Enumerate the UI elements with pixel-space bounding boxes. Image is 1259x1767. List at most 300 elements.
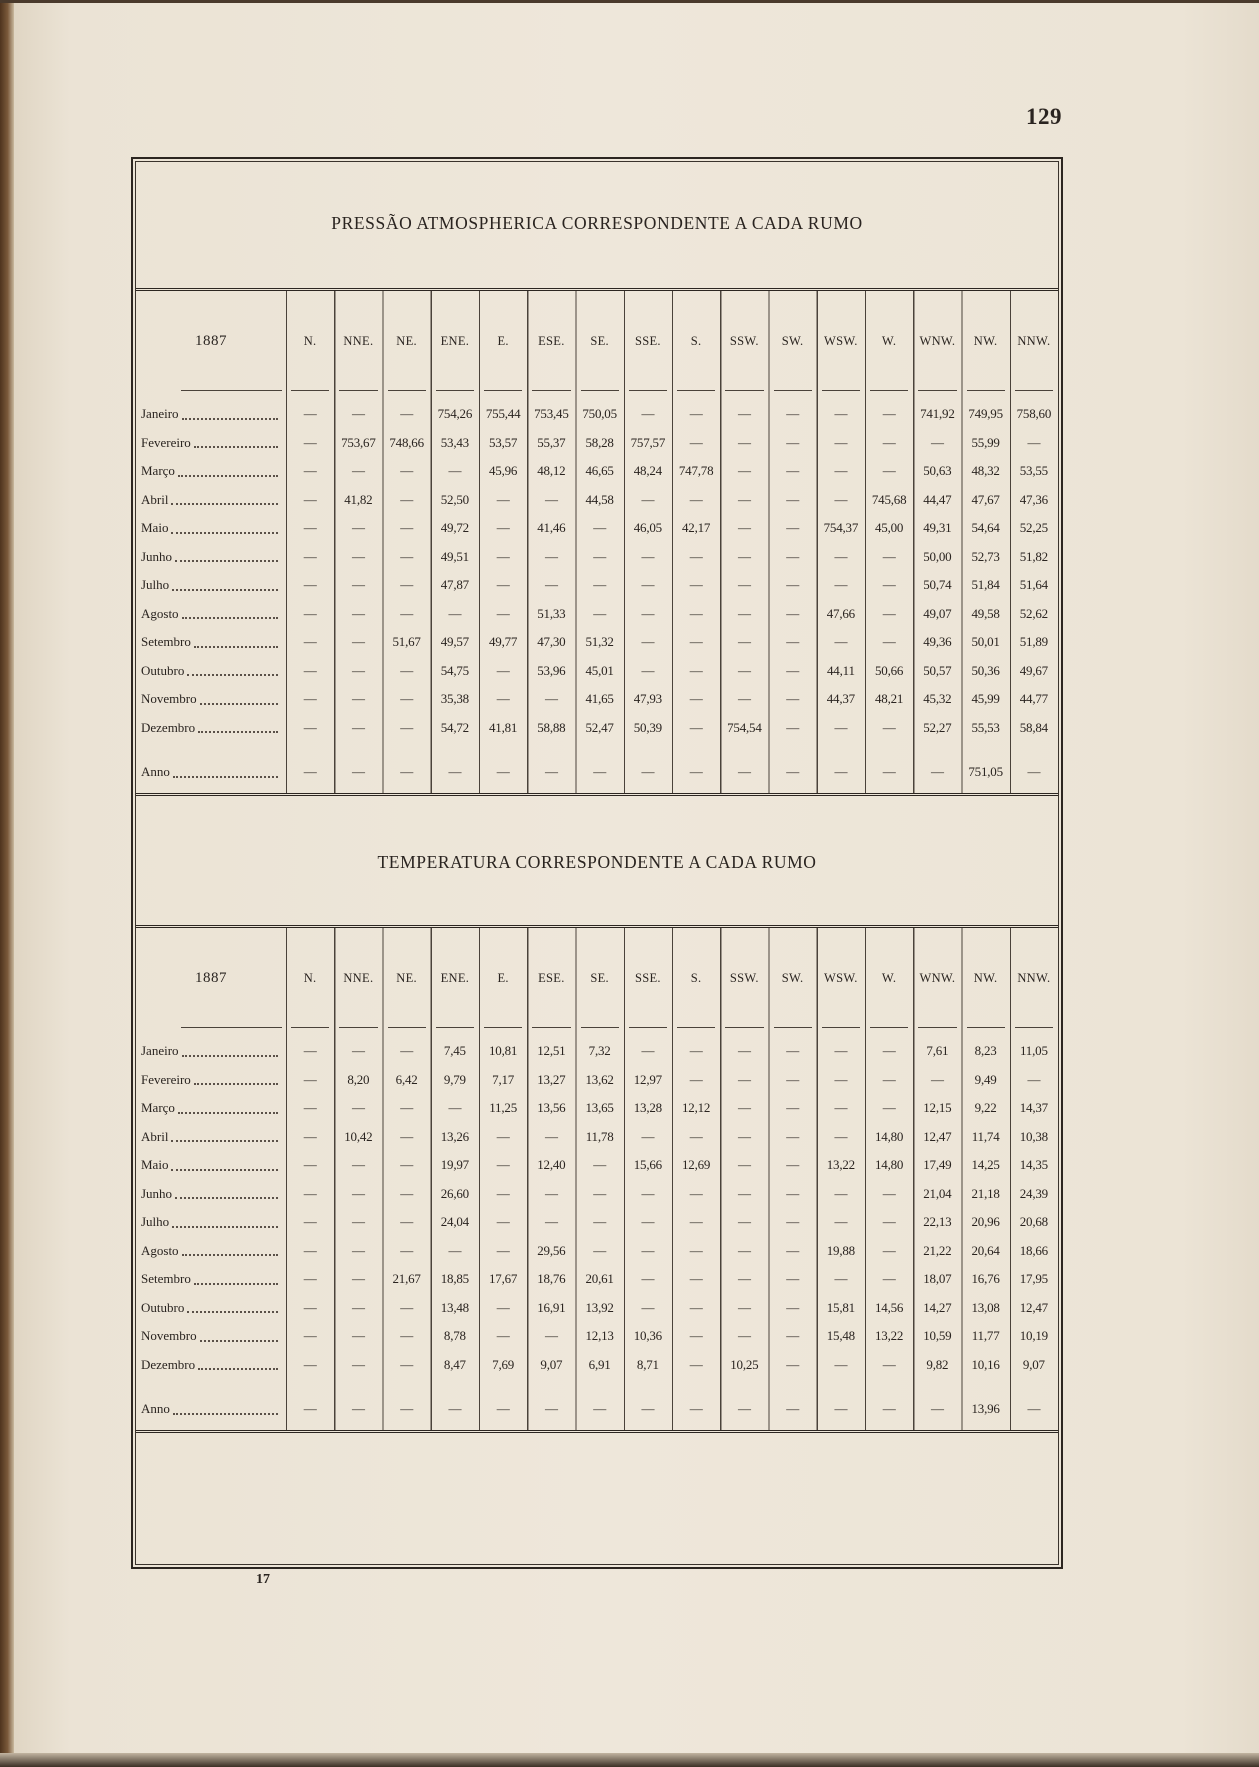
value-cell: — <box>786 1214 800 1230</box>
value-cell: 41,81 <box>488 719 518 735</box>
value-cell: — <box>400 691 414 707</box>
value-cell: — <box>834 406 848 422</box>
column-header-ene: ENE. <box>431 928 479 1028</box>
dot-leader <box>173 1413 278 1415</box>
header-row <box>136 928 1058 1028</box>
month-label: Janeiro <box>141 406 179 422</box>
value-cell: 48,24 <box>633 463 662 479</box>
dot-leader <box>182 1055 278 1057</box>
value-cell: — <box>351 1242 365 1258</box>
value-cell: 47,36 <box>1019 491 1048 507</box>
value-cell: 7,45 <box>443 1043 466 1059</box>
value-cell: — <box>737 1128 751 1144</box>
year-header: 1887 <box>136 291 286 391</box>
column-header-se: SE. <box>576 928 624 1028</box>
value-cell: — <box>786 1071 800 1087</box>
value-cell: — <box>786 1128 800 1144</box>
month-label: Dezembro <box>141 1356 196 1372</box>
value-cell: 12,15 <box>923 1100 952 1116</box>
value-cell: — <box>834 548 848 564</box>
value-cell: 8,71 <box>636 1356 659 1372</box>
dot-leader <box>182 1254 278 1256</box>
value-cell: — <box>834 463 848 479</box>
month-label: Julho <box>141 1214 170 1230</box>
column-header-n: N. <box>286 928 334 1028</box>
column-header-ese: ESE. <box>527 928 575 1028</box>
value-cell: 16,91 <box>537 1299 566 1315</box>
value-cell: — <box>496 1299 510 1315</box>
table-row <box>136 1322 1058 1351</box>
value-cell: — <box>303 1071 317 1087</box>
value-cell: 6,91 <box>588 1356 611 1372</box>
value-cell: 20,68 <box>1019 1214 1048 1230</box>
value-cell: 9,22 <box>974 1100 997 1116</box>
value-cell: — <box>496 662 510 678</box>
table-row <box>136 657 1058 686</box>
value-cell: — <box>737 577 751 593</box>
pressure-table <box>136 288 1058 796</box>
value-cell: — <box>400 1356 414 1372</box>
table-spacer <box>136 391 1058 400</box>
value-cell: 41,65 <box>585 691 614 707</box>
value-cell: — <box>641 1401 655 1417</box>
table-row <box>136 400 1058 429</box>
value-cell: 53,55 <box>1019 463 1048 479</box>
value-cell: — <box>737 491 751 507</box>
table-row <box>136 600 1058 629</box>
value-cell: 54,75 <box>440 662 469 678</box>
value-cell: — <box>496 520 510 536</box>
value-cell: — <box>1027 1401 1041 1417</box>
value-cell: — <box>303 577 317 593</box>
column-header-ssw: SSW. <box>720 291 768 391</box>
value-cell: 17,67 <box>488 1271 518 1287</box>
table-row <box>136 1066 1058 1095</box>
column-header-nw: NW. <box>962 291 1010 391</box>
month-label: Novembro <box>141 691 197 707</box>
table-row <box>136 1037 1058 1066</box>
value-cell: 12,51 <box>537 1043 566 1059</box>
value-cell: — <box>496 577 510 593</box>
value-cell: — <box>689 406 703 422</box>
month-label: Fevereiro <box>141 1071 191 1087</box>
value-cell: — <box>303 1299 317 1315</box>
value-cell: 48,32 <box>971 463 1000 479</box>
value-cell: — <box>496 1328 510 1344</box>
table-spacer <box>136 787 1058 794</box>
value-cell: 29,56 <box>537 1242 566 1258</box>
value-cell: 42,17 <box>681 520 711 536</box>
value-cell: 10,19 <box>1019 1328 1048 1344</box>
value-cell: 18,85 <box>440 1271 469 1287</box>
value-cell: — <box>544 1328 558 1344</box>
column-header-wnw: WNW. <box>913 291 961 391</box>
value-cell: 13,26 <box>440 1128 469 1144</box>
value-cell: 49,51 <box>440 548 469 564</box>
column-header-ssw: SSW. <box>720 928 768 1028</box>
value-cell: — <box>737 1401 751 1417</box>
value-cell: — <box>786 463 800 479</box>
value-cell: 51,64 <box>1019 577 1048 593</box>
value-cell: — <box>834 719 848 735</box>
value-cell: 753,67 <box>341 434 376 450</box>
value-cell: 53,96 <box>537 662 566 678</box>
value-cell: — <box>834 491 848 507</box>
value-cell: — <box>641 662 655 678</box>
value-cell: — <box>400 491 414 507</box>
month-cell <box>136 1043 286 1059</box>
value-cell: — <box>303 548 317 564</box>
month-label: Maio <box>141 1157 169 1173</box>
month-cell <box>136 1328 286 1344</box>
value-cell: — <box>689 548 703 564</box>
value-cell: — <box>351 1328 365 1344</box>
value-cell: 11,74 <box>971 1128 1000 1144</box>
dot-leader <box>175 560 278 562</box>
value-cell: — <box>448 463 462 479</box>
value-cell: 24,39 <box>1019 1185 1048 1201</box>
value-cell: — <box>786 634 800 650</box>
value-cell: — <box>786 520 800 536</box>
value-cell: 49,07 <box>923 605 952 621</box>
value-cell: 13,48 <box>440 1299 469 1315</box>
value-cell: — <box>641 1185 655 1201</box>
value-cell: — <box>737 1185 751 1201</box>
value-cell: 52,73 <box>971 548 1000 564</box>
month-label: Abril <box>141 1128 169 1144</box>
value-cell: 11,77 <box>971 1328 1000 1344</box>
value-cell: — <box>786 577 800 593</box>
value-cell: 20,96 <box>971 1214 1000 1230</box>
value-cell: — <box>303 605 317 621</box>
value-cell: — <box>400 1401 414 1417</box>
value-cell: — <box>641 577 655 593</box>
value-cell: 7,32 <box>588 1043 611 1059</box>
table-row <box>136 1208 1058 1237</box>
value-cell: — <box>882 634 896 650</box>
value-cell: — <box>496 548 510 564</box>
value-cell: — <box>1027 434 1041 450</box>
month-label: Agosto <box>141 605 179 621</box>
value-cell: — <box>351 1043 365 1059</box>
value-cell: 16,76 <box>971 1271 1000 1287</box>
value-cell: 14,37 <box>1019 1100 1048 1116</box>
value-cell: — <box>786 1100 800 1116</box>
signature-mark: 17 <box>256 1572 270 1587</box>
value-cell: — <box>448 1401 462 1417</box>
dot-leader <box>175 1197 278 1199</box>
value-cell: 754,26 <box>437 406 473 422</box>
value-cell: — <box>351 1271 365 1287</box>
month-cell <box>136 1186 286 1202</box>
value-cell: 6,42 <box>395 1071 418 1087</box>
value-cell: 26,60 <box>440 1185 469 1201</box>
value-cell: 44,47 <box>923 491 952 507</box>
value-cell: — <box>544 1185 558 1201</box>
value-cell: — <box>544 764 558 780</box>
value-cell: — <box>303 662 317 678</box>
value-cell: 45,00 <box>874 520 904 536</box>
value-cell: — <box>786 1242 800 1258</box>
value-cell: 49,31 <box>923 520 952 536</box>
month-cell <box>136 606 286 622</box>
value-cell: — <box>834 1185 848 1201</box>
value-cell: — <box>351 605 365 621</box>
value-cell: — <box>882 764 896 780</box>
value-cell: — <box>303 1043 317 1059</box>
value-cell: 52,62 <box>1019 605 1048 621</box>
month-label: Abril <box>141 491 169 507</box>
value-cell: 45,99 <box>971 691 1000 707</box>
value-cell: 52,50 <box>440 491 469 507</box>
column-header-ese: ESE. <box>527 291 575 391</box>
value-cell: — <box>737 605 751 621</box>
value-cell: — <box>303 634 317 650</box>
value-cell: 9,07 <box>1022 1356 1045 1372</box>
value-cell: 14,35 <box>1019 1157 1048 1173</box>
value-cell: — <box>303 491 317 507</box>
value-cell: 50,39 <box>633 719 662 735</box>
value-cell: 8,78 <box>443 1328 466 1344</box>
value-cell: 45,32 <box>923 691 952 707</box>
column-header-wsw: WSW. <box>817 928 865 1028</box>
value-cell: — <box>689 1128 703 1144</box>
month-cell <box>136 1357 286 1373</box>
value-cell: — <box>737 463 751 479</box>
value-cell: 13,56 <box>537 1100 566 1116</box>
value-cell: 24,04 <box>440 1214 469 1230</box>
month-cell <box>136 463 286 479</box>
value-cell: 10,16 <box>971 1356 1000 1372</box>
value-cell: — <box>786 491 800 507</box>
value-cell: 8,20 <box>347 1071 370 1087</box>
value-cell: — <box>400 1100 414 1116</box>
dot-leader <box>194 1283 278 1285</box>
month-cell <box>136 634 286 650</box>
table-row <box>136 486 1058 515</box>
month-label: Setembro <box>141 634 191 650</box>
month-cell <box>136 764 286 780</box>
value-cell: — <box>303 691 317 707</box>
value-cell: 49,67 <box>1019 662 1048 678</box>
month-label: Junho <box>141 1185 173 1201</box>
value-cell: — <box>882 1185 896 1201</box>
value-cell: 35,38 <box>440 691 469 707</box>
value-cell: — <box>448 1242 462 1258</box>
value-cell: — <box>834 434 848 450</box>
value-cell: — <box>496 1401 510 1417</box>
value-cell: — <box>737 1271 751 1287</box>
value-cell: — <box>786 1185 800 1201</box>
value-cell: — <box>834 1356 848 1372</box>
value-cell: — <box>737 691 751 707</box>
value-cell: 13,27 <box>537 1071 566 1087</box>
month-label: Janeiro <box>141 1043 179 1059</box>
value-cell: — <box>737 1100 751 1116</box>
value-cell: 50,36 <box>971 662 1000 678</box>
month-cell <box>136 1271 286 1287</box>
value-cell: 50,01 <box>971 634 1000 650</box>
value-cell: 50,74 <box>923 577 952 593</box>
value-cell: 55,99 <box>971 434 1000 450</box>
value-cell: — <box>689 1185 703 1201</box>
month-cell <box>136 435 286 451</box>
value-cell: 51,67 <box>392 634 421 650</box>
value-cell: — <box>689 1214 703 1230</box>
value-cell: — <box>689 1242 703 1258</box>
value-cell: 51,84 <box>971 577 1000 593</box>
value-cell: — <box>641 1043 655 1059</box>
value-cell: 50,66 <box>874 662 904 678</box>
value-cell: — <box>930 764 944 780</box>
value-cell: — <box>786 434 800 450</box>
column-header-wnw: WNW. <box>913 928 961 1028</box>
value-cell: — <box>737 1328 751 1344</box>
value-cell: 55,53 <box>971 719 1000 735</box>
table-row <box>136 1094 1058 1123</box>
month-cell <box>136 1300 286 1316</box>
value-cell: — <box>593 605 607 621</box>
value-cell: — <box>786 719 800 735</box>
value-cell: — <box>641 1214 655 1230</box>
value-cell: 14,27 <box>923 1299 952 1315</box>
value-cell: — <box>834 1071 848 1087</box>
value-cell: — <box>786 662 800 678</box>
value-cell: — <box>882 1043 896 1059</box>
value-cell: — <box>544 1401 558 1417</box>
column-header-sse: SSE. <box>624 928 672 1028</box>
value-cell: 49,36 <box>923 634 952 650</box>
month-label: Dezembro <box>141 719 196 735</box>
month-label: Março <box>141 463 175 479</box>
value-cell: 13,96 <box>971 1401 1000 1417</box>
value-cell: 7,69 <box>492 1356 515 1372</box>
value-cell: 21,67 <box>392 1271 421 1287</box>
value-cell: — <box>689 764 703 780</box>
month-label: Novembro <box>141 1328 197 1344</box>
value-cell: 754,54 <box>727 719 762 735</box>
value-cell: — <box>400 1214 414 1230</box>
value-cell: — <box>689 1071 703 1087</box>
table-row <box>136 1180 1058 1209</box>
value-cell: — <box>351 1185 365 1201</box>
value-cell: — <box>786 406 800 422</box>
value-cell: — <box>351 463 365 479</box>
value-cell: — <box>593 1401 607 1417</box>
column-header-wsw: WSW. <box>817 291 865 391</box>
value-cell: 751,05 <box>968 764 1003 780</box>
value-cell: 21,22 <box>923 1242 952 1258</box>
value-cell: 18,76 <box>537 1271 566 1287</box>
month-label: Março <box>141 1100 175 1116</box>
value-cell: — <box>400 662 414 678</box>
value-cell: — <box>689 1043 703 1059</box>
value-cell: — <box>400 1185 414 1201</box>
value-cell: — <box>882 1356 896 1372</box>
dot-leader <box>194 1083 278 1085</box>
dot-leader <box>171 1169 278 1171</box>
value-cell: 12,47 <box>1019 1299 1048 1315</box>
value-cell: 58,28 <box>585 434 614 450</box>
value-cell: — <box>882 719 896 735</box>
value-cell: — <box>641 548 655 564</box>
month-cell <box>136 720 286 736</box>
value-cell: — <box>786 605 800 621</box>
value-cell: — <box>786 1157 800 1173</box>
column-header-s: S. <box>672 928 720 1028</box>
column-header-sse: SSE. <box>624 291 672 391</box>
value-cell: — <box>641 764 655 780</box>
value-cell: — <box>351 1100 365 1116</box>
page-number: 129 <box>1026 104 1062 129</box>
month-label: Julho <box>141 577 170 593</box>
value-cell: — <box>786 1401 800 1417</box>
value-cell: — <box>882 548 896 564</box>
column-header-nw: NW. <box>962 928 1010 1028</box>
value-cell: — <box>351 719 365 735</box>
value-cell: 19,88 <box>826 1242 855 1258</box>
value-cell: — <box>641 1128 655 1144</box>
value-cell: — <box>303 434 317 450</box>
table-row <box>136 1351 1058 1380</box>
table-row <box>136 1265 1058 1294</box>
value-cell: 15,48 <box>826 1328 855 1344</box>
value-cell: — <box>737 434 751 450</box>
value-cell: — <box>496 1157 510 1173</box>
column-header-sw: SW. <box>769 291 817 391</box>
value-cell: 7,61 <box>926 1043 949 1059</box>
value-cell: — <box>689 1356 703 1372</box>
value-cell: — <box>786 1328 800 1344</box>
table-row <box>136 457 1058 486</box>
value-cell: 11,25 <box>489 1100 518 1116</box>
value-cell: 747,78 <box>678 463 714 479</box>
value-cell: — <box>930 434 944 450</box>
value-cell: 46,05 <box>633 520 662 536</box>
value-cell: — <box>593 1214 607 1230</box>
value-cell: 55,37 <box>537 434 566 450</box>
value-cell: — <box>544 577 558 593</box>
value-cell: — <box>689 577 703 593</box>
value-cell: 745,68 <box>871 491 907 507</box>
value-cell: — <box>593 1157 607 1173</box>
value-cell: — <box>303 1157 317 1173</box>
value-cell: — <box>303 1214 317 1230</box>
value-cell: — <box>400 1299 414 1315</box>
value-cell: 13,28 <box>633 1100 662 1116</box>
value-cell: — <box>400 764 414 780</box>
value-cell: 44,11 <box>826 662 855 678</box>
value-cell: — <box>737 406 751 422</box>
value-cell: 14,56 <box>874 1299 904 1315</box>
annual-row <box>136 1395 1058 1424</box>
column-header-nne: NNE. <box>334 928 382 1028</box>
dot-leader <box>182 617 278 619</box>
value-cell: — <box>641 406 655 422</box>
table-row <box>136 628 1058 657</box>
value-cell: — <box>351 1401 365 1417</box>
column-header-se: SE. <box>576 291 624 391</box>
value-cell: — <box>351 634 365 650</box>
value-cell: — <box>834 1214 848 1230</box>
table-row <box>136 571 1058 600</box>
value-cell: 41,46 <box>537 520 566 536</box>
value-cell: 14,25 <box>971 1157 1000 1173</box>
value-cell: — <box>544 491 558 507</box>
year-header: 1887 <box>136 928 286 1028</box>
column-header-nnw: NNW. <box>1010 928 1058 1028</box>
table-row <box>136 1294 1058 1323</box>
